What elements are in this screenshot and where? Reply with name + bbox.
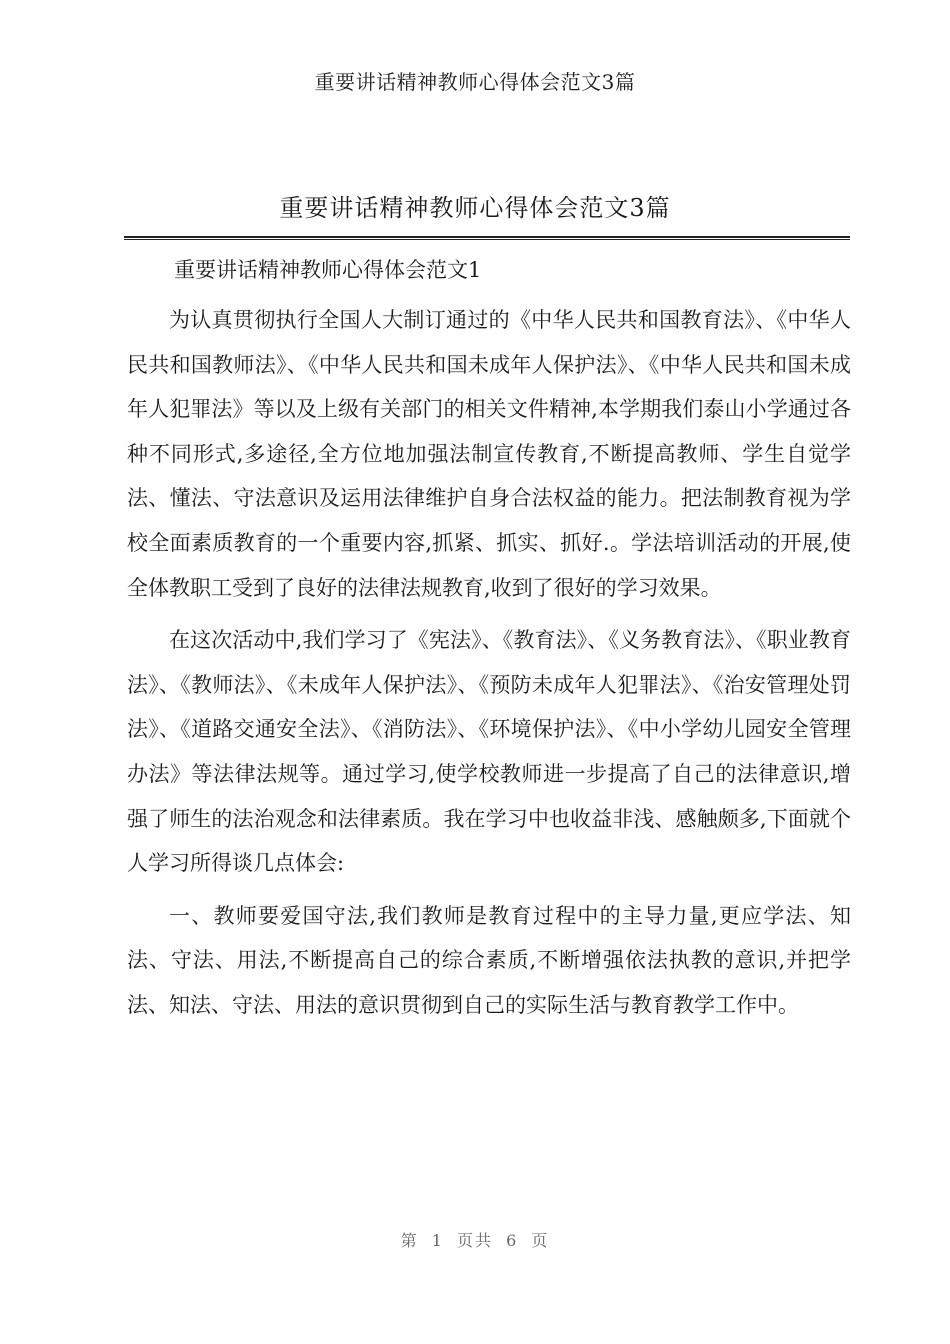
paragraph-3: 一、教师要爱国守法,我们教师是教育过程中的主导力量,更应学法、知法、守法、用法,不断提高自己的综合素质,不断增强依法执教的意识,并把学法、知法、守法、用法的意识贯彻到自己的实际生活与教育教学工作中。 xyxy=(127,903,851,1017)
document-title: 重要讲话精神教师心得体会范文3篇 xyxy=(279,194,671,222)
title-divider xyxy=(124,236,850,240)
document-body xyxy=(127,298,851,1036)
paragraph-2: 在这次活动中,我们学习了《宪法》、《教育法》、《义务教育法》、《职业教育法》、《教师法》、《未成年人保护法》、《预防未成年人犯罪法》、《治安管理处罚法》、《道路交通安全法》、《消防法》、《环境保护法》、《中小学幼儿园安全管理办法》等法律法规等。通过学习,使学校教师进一步提高了自己的法律意识,增强了师生的法治观念和法律素质。我在学习中也收益非浅、感触颇多,下面就个人学习所得谈几点体会: xyxy=(127,628,851,876)
section-heading: 重要讲话精神教师心得体会范文1 xyxy=(174,258,482,282)
running-header: 重要讲话精神教师心得体会范文3篇 xyxy=(314,70,636,94)
paragraph-1: 为认真贯彻执行全国人大制订通过的《中华人民共和国教育法》、《中华人民共和国教师法》、《中华人民共和国未成年人保护法》、《中华人民共和国未成年人犯罪法》等以及上级有关部门的相关文件精神,本学期我们泰山小学通过各种不同形式,多途径,全方位地加强法制宣传教育,不断提高教师、学生自觉学法、懂法、守法意识及运用法律维护自身合法权益的能力。把法制教育视为学校全面素质教育的一个重要内容,抓紧、抓实、抓好.。学法培训活动的开展,使全体教职工受到了良好的法律法规教育,收到了很好的学习效果。 xyxy=(127,308,851,600)
page-number: 第 1 页共 6 页 xyxy=(400,1231,550,1250)
